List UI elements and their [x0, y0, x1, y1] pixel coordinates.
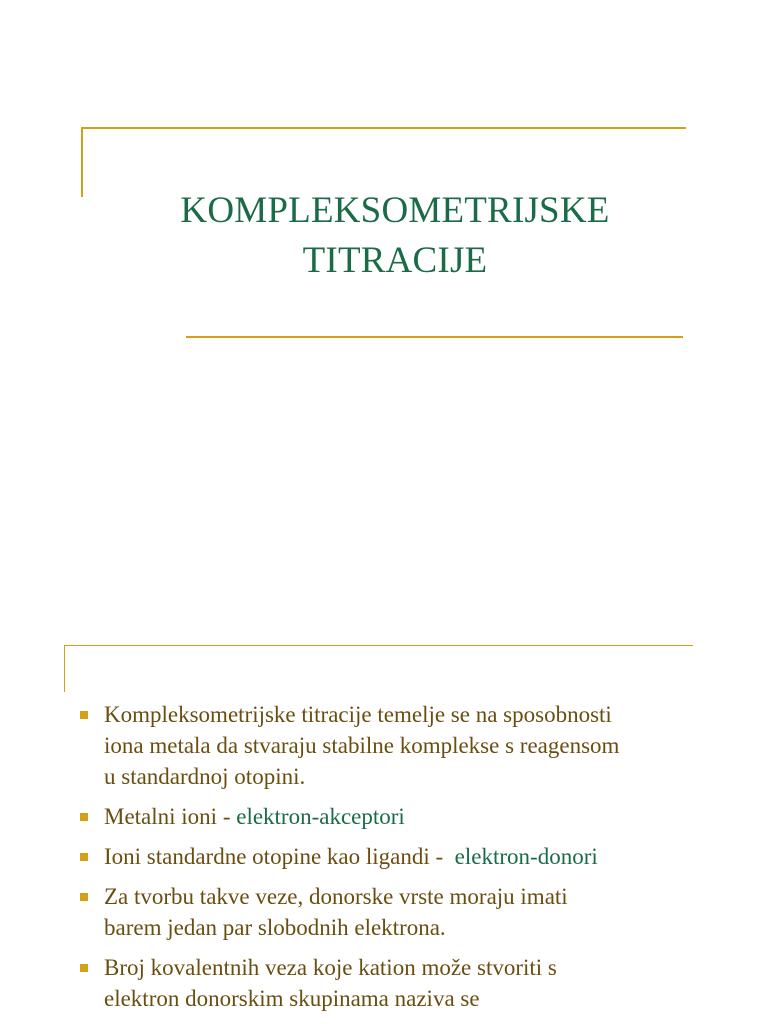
slide1-bottom-rule: [186, 336, 683, 338]
bullet-item: [78, 699, 718, 792]
bullet-lead-text: Metalni ioni -: [104, 804, 237, 829]
square-bullet-icon: [80, 853, 88, 861]
slide2-top-rule: [64, 645, 693, 646]
bullet-accent-text: elektron-donori: [454, 844, 598, 869]
slide-title: [100, 186, 690, 286]
bullet-text-line: elektron donorskim skupinama naziva se: [104, 986, 480, 1011]
square-bullet-icon: [80, 964, 88, 972]
bullet-accent-text: elektron-akceptori: [236, 804, 405, 829]
square-bullet-icon: [80, 813, 88, 821]
bullet-text-line: Za tvorbu takve veze, donorske vrste moraju imati: [104, 884, 568, 909]
bullet-list: [78, 699, 718, 1023]
slide2-left-rule: [64, 645, 65, 692]
title-line-2: TITRACIJE: [302, 240, 488, 281]
bullet-item: [78, 801, 718, 832]
bullet-item: [78, 841, 718, 872]
square-bullet-icon: [80, 893, 88, 901]
bullet-lead-text: Ioni standardne otopine kao ligandi -: [104, 844, 455, 869]
bullet-item: [78, 881, 718, 943]
bullet-text-line: barem jedan par slobodnih elektrona.: [104, 915, 446, 940]
square-bullet-icon: [80, 711, 88, 719]
slide1-top-rule: [81, 127, 686, 129]
bullet-text-line: Broj kovalentnih veza koje kation može stvoriti s: [104, 955, 557, 980]
bullet-text-line: iona metala da stvaraju stabilne komplekse s reagensom: [104, 733, 620, 758]
bullet-text-line: u standardnoj otopini.: [104, 764, 306, 789]
title-line-1: KOMPLEKSOMETRIJSKE: [180, 190, 610, 231]
bullet-text-line: Kompleksometrijske titracije temelje se na sposobnosti: [104, 702, 612, 727]
slide1-left-rule: [81, 127, 83, 197]
bullet-item: [78, 952, 718, 1014]
